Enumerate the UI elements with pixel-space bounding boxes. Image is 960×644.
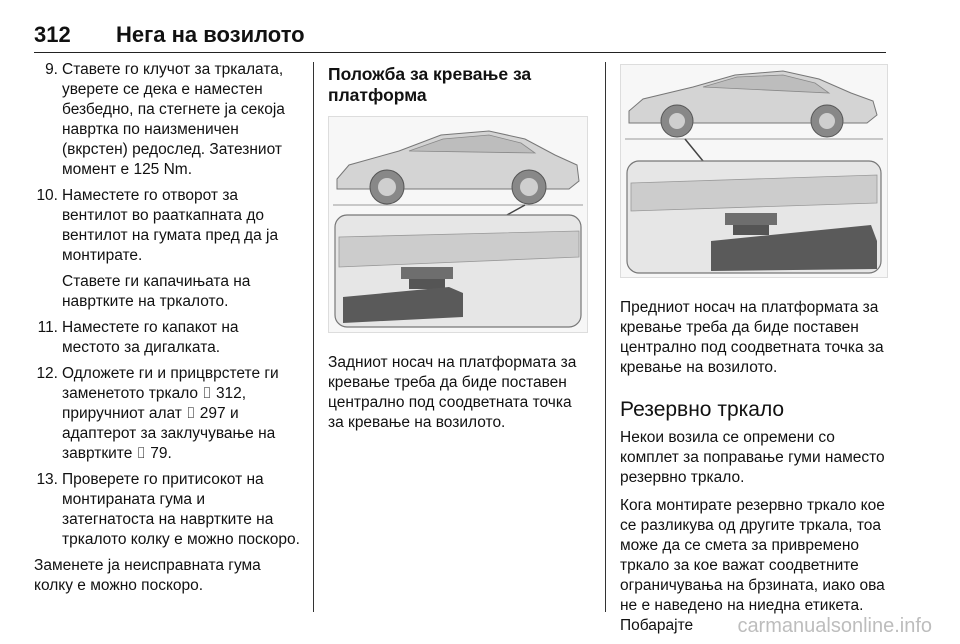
column-divider: [313, 62, 314, 612]
item-number: 9.: [45, 61, 58, 78]
item-text: Наместете го отворот за вентилот во рааткапната до вентилот на гумата пред да ја монтирате.: [62, 187, 279, 264]
column-divider: [605, 62, 606, 612]
front-lift-illustration: [620, 64, 888, 278]
figure-caption: Предниот носач на платформата за кревање треба да биде поставен централно под соодветната точка за кревање на возилото.: [620, 299, 884, 376]
section-heading: Положба за кревање за платформа: [328, 64, 532, 105]
paragraph: Кога монтирате резервно тркало кое се разликува од другите тркала, тоа може да се смета за привремено тркало за кое важат соодветните ограничувања на брзината, иако ова не е наведено на ниедна етикета. Побарајте: [620, 497, 885, 634]
section-title: Резервно тркало: [620, 398, 785, 421]
item-number: 13.: [36, 471, 58, 488]
column-left: [34, 60, 300, 596]
item-text: Проверете го притисокот на монтираната гума и затегнатоста на навртките на тркалото колку е можно поскоро.: [62, 471, 300, 548]
closing-text: Заменете ја неисправната гума колку е можно поскоро.: [34, 557, 261, 594]
item-number: 12.: [36, 365, 58, 382]
page-header: [34, 18, 886, 53]
figure-caption: Задниот носач на платформата за кревање треба да биде поставен централно под соодветната точка за кревање на возилото.: [328, 354, 577, 431]
item-text: Наместете го капакот на местото за дигалката.: [62, 319, 239, 356]
watermark: carmanualsonline.info: [737, 615, 932, 637]
list-item: [34, 60, 300, 180]
paragraph: Некои возила се опремени со комплет за поправање гуми наместо резервно тркало.: [620, 429, 885, 486]
list-item: [34, 470, 300, 550]
item-text: Одложете ги и прицврстете ги заменетото тркало ⌷ 312, приручниот алат ⌷ 297 и адаптерот за заклучување на завртките ⌷ 79.: [62, 365, 279, 462]
list-item: [34, 364, 300, 464]
item-text: Ставете го клучот за тркалата, уверете се дека е наместен безбедно, па стегнете ја секоја навртка по наизменичен (вкрстен) редослед. Затезниот момент е 125 Nm.: [62, 61, 285, 178]
item-number: 10.: [36, 187, 58, 204]
list-item: [34, 186, 300, 312]
chapter-title: Нега на возилото: [116, 22, 305, 47]
rear-lift-illustration: [328, 116, 588, 333]
list-item: [34, 318, 300, 358]
page-number: 312: [34, 22, 71, 47]
item-text: Ставете ги капачињата на навртките на тркалото.: [62, 273, 251, 310]
column-middle: [328, 64, 588, 433]
item-number: 11.: [37, 319, 58, 336]
column-right: [620, 64, 890, 644]
